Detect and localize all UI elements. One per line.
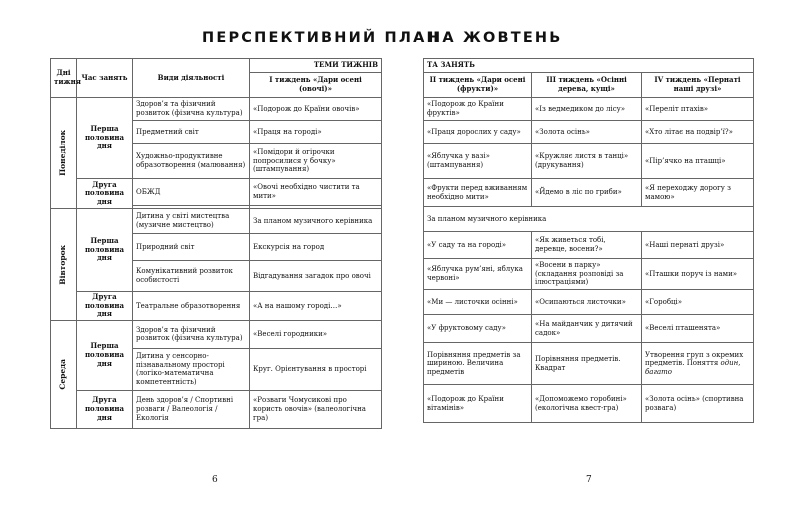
time-first-wed: Перша половина дня <box>77 320 133 390</box>
activity-cell: Природний світ <box>133 234 250 261</box>
w4-cell: «Наші пернаті друзі» <box>642 232 754 259</box>
header-themes-right: ТА ЗАНЯТЬ <box>424 59 754 73</box>
activity-cell: Здоров’я та фізичний розвиток (фізична культура) <box>133 320 250 348</box>
w1-cell: «Розваги Чомусикові про користь овочів» (валеологічна гра) <box>250 390 382 428</box>
header-week-1: І тиждень «Дари осені (овочі)» <box>250 73 382 98</box>
w2-cell: «Праця дорослих у саду» <box>424 121 532 144</box>
header-days: Дні тижня <box>51 59 77 98</box>
w1-cell: Круг. Орієнтування в просторі <box>250 348 382 390</box>
music-plan-cell: За планом музичного керівника <box>424 207 754 232</box>
activity-cell: Предметний світ <box>133 121 250 144</box>
w1-cell: За планом музичного керівника <box>250 209 382 234</box>
w2-cell: «У фруктовому саду» <box>424 315 532 343</box>
activity-cell: День здоров’я / Спортивні розваги / Валеологія / Екологія <box>133 390 250 428</box>
w1-cell: «А на нашому городі…» <box>250 292 382 321</box>
w2-cell: «У саду та на городі» <box>424 232 532 259</box>
w1-cell: «Праця на городі» <box>250 121 382 144</box>
day-monday: Понеділок <box>51 98 77 209</box>
w4-cell: «Горобці» <box>642 290 754 315</box>
w1-cell: «Овочі необхідно чистити та мити» <box>250 179 382 206</box>
w4-cell: «Пташки поруч із нами» <box>642 259 754 290</box>
w4-cell: «Переліт птахів» <box>642 98 754 121</box>
w1-cell: «Подорож до Країни овочів» <box>250 98 382 121</box>
w3-cell: «Кружляє листя в танці» (друкування) <box>532 144 642 179</box>
w4-emphasis: один, багато <box>645 359 741 376</box>
activity-cell: Дитина у сенсорно-пізнавальному просторі (логіко-математична компетентність) <box>133 348 250 390</box>
w4-cell: «Я переходжу дорогу з мамою» <box>642 179 754 207</box>
w3-cell: Порівняння предметів. Квадрат <box>532 343 642 385</box>
page-title-left: ПЕРСПЕКТИВНИЙ ПЛАН <box>202 30 441 46</box>
activity-cell: Театральне образотворення <box>133 292 250 321</box>
w4-cell: «Пір’ячко на пташці» <box>642 144 754 179</box>
w4-cell: «Веселі пташенята» <box>642 315 754 343</box>
header-time: Час занять <box>77 59 133 98</box>
w3-cell: «Як живеться тобі, деревце, восени?» <box>532 232 642 259</box>
w3-cell: «Осипаються листочки» <box>532 290 642 315</box>
page-number-right: 7 <box>586 475 592 485</box>
w3-cell: «На майданчик у дитячий садок» <box>532 315 642 343</box>
w3-cell: «Із ведмедиком до лісу» <box>532 98 642 121</box>
w2-cell: «Фрукти перед вживанням необхідно мити» <box>424 179 532 207</box>
header-week-4: ІV тиждень «Пернаті наші друзі» <box>642 73 754 98</box>
w2-cell: «Подорож до Країни фруктів» <box>424 98 532 121</box>
w4-text: Утворення груп з окремих предметів. Поняття <box>645 350 744 368</box>
activity-cell: Художньо-продуктивне образотворення (малювання) <box>133 144 250 179</box>
activity-cell: ОБЖД <box>133 179 250 206</box>
w1-cell: Відгадування загадок про овочі <box>250 261 382 292</box>
day-wednesday: Середа <box>51 320 77 428</box>
w1-cell: «Веселі городники» <box>250 320 382 348</box>
w2-cell: «Ми — листочки осінні» <box>424 290 532 315</box>
header-activity: Види діяльності <box>133 59 250 98</box>
w2-cell: Порівняння предметів за шириною. Величина предметів <box>424 343 532 385</box>
time-first-tue: Перша половина дня <box>77 209 133 292</box>
activity-cell: Здоров’я та фізичний розвиток (фізична культура) <box>133 98 250 121</box>
w2-cell: «Яблучка рум’яні, яблука червоні» <box>424 259 532 290</box>
w1-cell: «Помідори й огірочки попросилися у бочку» (штампування) <box>250 144 382 179</box>
page-number-left: 6 <box>212 475 218 485</box>
w1-cell: Екскурсія на город <box>250 234 382 261</box>
w2-cell: «Яблучка у вазі» (штампування) <box>424 144 532 179</box>
w3-cell: «Допоможемо горобині» (екологічна квест-гра) <box>532 385 642 423</box>
page-title-right: НА ЖОВТЕНЬ <box>428 30 563 46</box>
header-themes-left: ТЕМИ ТИЖНІВ <box>250 59 382 73</box>
w4-cell: «Золота осінь» (спортивна розвага) <box>642 385 754 423</box>
header-week-2: ІІ тиждень «Дари осені (фрукти)» <box>424 73 532 98</box>
day-tuesday: Вівторок <box>51 209 77 321</box>
w3-cell: «Йдемо в ліс по гриби» <box>532 179 642 207</box>
activity-cell: Дитина у світі мистецтва (музичне мистецтво) <box>133 209 250 234</box>
activity-cell: Комунікативний розвиток особистості <box>133 261 250 292</box>
plan-table-left <box>50 58 382 429</box>
w2-cell: «Подорож до Країни вітамінів» <box>424 385 532 423</box>
time-second-mon: Друга половина дня <box>77 179 133 209</box>
time-second-tue: Друга половина дня <box>77 292 133 321</box>
w4-cell <box>642 343 754 385</box>
w3-cell: «Восени в парку» (складання розповіді за ілюстраціями) <box>532 259 642 290</box>
plan-table-right <box>423 58 754 423</box>
w4-cell: «Хто літає на подвір’ї?» <box>642 121 754 144</box>
w3-cell: «Золота осінь» <box>532 121 642 144</box>
header-week-3: ІІІ тиждень «Осінні дерева, кущі» <box>532 73 642 98</box>
time-first-mon: Перша половина дня <box>77 98 133 179</box>
time-second-wed: Друга половина дня <box>77 390 133 428</box>
